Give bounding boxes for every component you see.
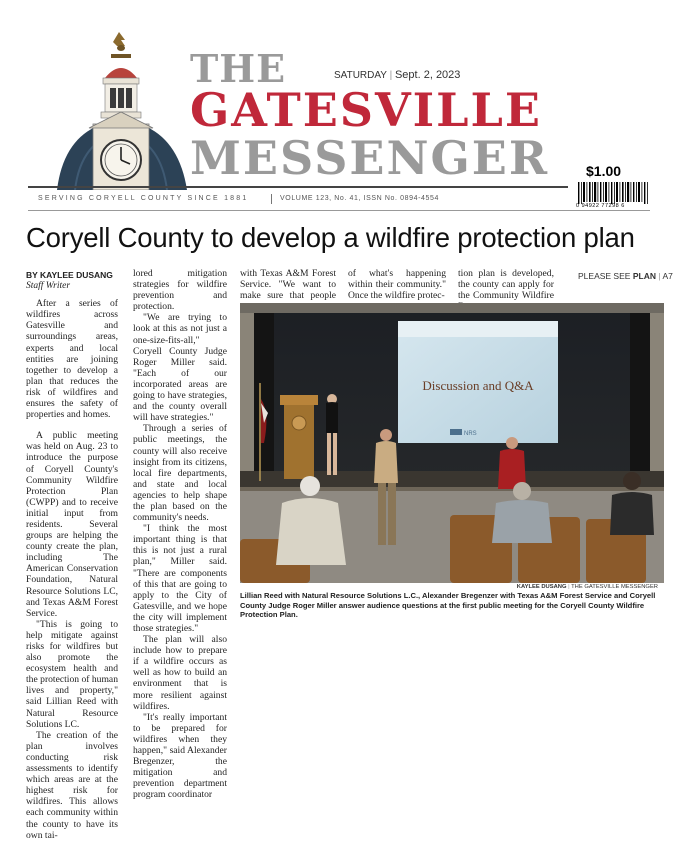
issue-date-line — [334, 69, 460, 81]
meeting-photo — [240, 303, 664, 583]
screen-title: Discussion and Q&A — [422, 378, 534, 393]
jump-page: A7 — [662, 271, 673, 281]
paragraph: "We are trying to look at this as not just a one-size-fits-all," Coryell County Judge Roger Miller said. "Each of our incorporated areas are going to have strategies, and the county overall will have strategies." — [133, 312, 227, 424]
paragraph: of what's happening within their community." Once the wildfire protec- — [348, 268, 446, 302]
tagline-divider — [271, 194, 272, 204]
paragraph: Through a series of public meetings, the county will also receive insight from its citizens, local fire departments, and state and local agencies to help shape the plan based on the community's needs. — [133, 423, 227, 524]
paragraph: lored mitigation strategies for wildfire prevention and protection. — [133, 268, 227, 313]
paragraph: The creation of the plan involves conducting risk assessments to identify which areas are at the highest risk for wildfires. This allows each community within the county to have its own tai- — [26, 729, 118, 841]
photo-credit-separator: | — [568, 584, 572, 590]
headline: Coryell County to develop a wildfire protection plan — [26, 222, 635, 253]
jump-prefix: PLEASE SEE — [578, 271, 631, 281]
masthead-tagline: SERVING CORYELL COUNTY SINCE 1881 — [38, 195, 249, 202]
paragraph: After a series of wildfires across Gatesville and surroundings areas, experts and local entities are joining together to develop a plan that reduces the risk of wildfires and ensures the safety of properties and homes. — [26, 298, 118, 421]
jump-separator: | — [658, 271, 661, 281]
masthead-word-gatesville: GATESVILLE — [190, 83, 542, 137]
jump-word: PLAN — [632, 271, 656, 281]
photo-credit-outlet: THE GATESVILLE MESSENGER — [571, 584, 658, 590]
paragraph: with Texas A&M Forest Service. "We want to make sure that people — [240, 268, 336, 302]
paragraph: tion plan is developed, the county can apply for the Community Wildfire — [458, 268, 554, 302]
photo-caption: Lillian Reed with Natural Resource Solutions L.C., Alexander Bregenzer with Texas A&M Forest Service and Coryell County Judge Roger Miller answer audience questions at the first public meeting for the Coryell County Wildfire Protection Plan. — [240, 591, 656, 620]
masthead-volume: VOLUME 123, No. 41, ISSN No. 0894-4554 — [280, 195, 439, 202]
screen-logo: NRS — [464, 431, 477, 437]
byline-role: Staff Writer — [26, 281, 71, 292]
masthead-top-rule — [28, 186, 568, 188]
jump-line[interactable] — [578, 271, 673, 281]
paragraph: "I think the most important thing is that this is not just a rural plan," Miller said. "There are components of this that are going to apply to the City of Gatesville, and we hope the city will implement those strategies." — [133, 523, 227, 634]
photo-credit — [517, 584, 658, 590]
photo-credit-name: KAYLEE DUSANG — [516, 584, 567, 590]
paragraph: A public meeting was held on Aug. 23 to introduce the purpose of Coryell County's Community Wildfire Protection Plan (CWPP) and to receive initial input from residents. Several groups are helping the county create the plan, including The American Conservation Foundation, Natural Resource Solutions LC, and Texas A&M Forest Service. — [26, 430, 118, 619]
masthead-word-messenger: MESSENGER — [190, 131, 550, 185]
masthead-tagline-row — [38, 195, 248, 202]
masthead-bottom-rule — [28, 210, 650, 211]
paragraph: "This is going to help mitigate against risks for wildfires but also promote the ecosystem health and the protection of human lives and property," said Lillian Reed with Natural Resource Solutions LC. — [26, 618, 118, 730]
issue-day: SATURDAY — [334, 70, 387, 81]
date-separator: | — [389, 70, 395, 81]
byline-name: BY KAYLEE DUSANG — [26, 270, 113, 280]
price-label: $1.00 — [586, 163, 622, 179]
article-column-4 — [348, 268, 446, 301]
barcode-number: 0 94922 77298 6 — [576, 203, 625, 209]
article-column-1 — [26, 270, 118, 841]
paragraph: "It's really important to be prepared for wildfires when they happen," said Alexander Bregenzer, the mitigation and prevention department program coordinator — [133, 711, 227, 801]
article-column-2 — [133, 268, 227, 801]
issue-date: Sept. 2, 2023 — [394, 69, 461, 81]
paragraph: The plan will also include how to prepare if a wildfire occurs as well as how to build an environment that is more resilient against wildfires. — [133, 634, 227, 712]
masthead-word-the: THE — [190, 46, 287, 91]
